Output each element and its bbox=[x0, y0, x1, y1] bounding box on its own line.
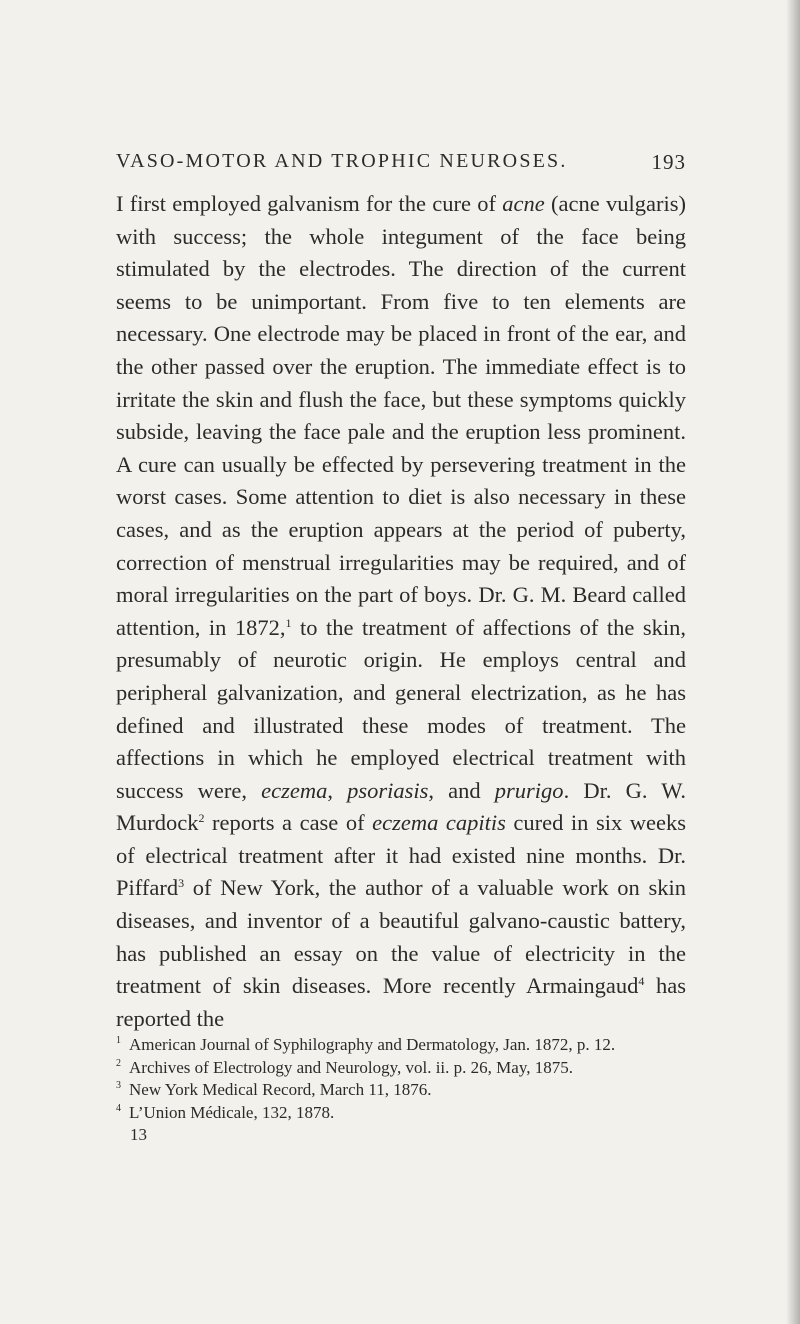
running-title: VASO-MOTOR AND TROPHIC NEUROSES. bbox=[116, 150, 568, 172]
text-run: . Dr. G. W. Murdock bbox=[116, 777, 687, 836]
text-run: of New York, the author of a valuable work on skin diseases, and inventor of a beautiful galvano-caustic battery, has published an essay on the value of electricity in the treatment of skin diseases. More recently Armaingaud bbox=[116, 875, 686, 999]
footnote-ref: 4 bbox=[638, 974, 645, 989]
footnote-ref: 2 bbox=[198, 811, 205, 826]
text-run: I first employed galvanism for the cure of bbox=[116, 191, 503, 216]
footnote-mark: 3 bbox=[116, 1080, 121, 1091]
italic-term: eczema capitis bbox=[372, 810, 506, 836]
footnote-mark: 1 bbox=[116, 1035, 121, 1046]
text-run: , bbox=[327, 777, 348, 803]
italic-term: acne bbox=[502, 191, 545, 216]
body-text bbox=[116, 188, 686, 1035]
footnote-mark: 2 bbox=[116, 1057, 121, 1069]
italic-term: eczema bbox=[261, 777, 328, 803]
text-run: to the treatment of affections of the skin, presumably of neurotic origin. He employs central and peripheral galvanization, and general electrization, as he has defined and illustrated these modes of treatment. The affections in which he employed electrical treatment with success were, bbox=[116, 614, 686, 803]
text-run: has reported the bbox=[116, 973, 686, 1031]
footnote bbox=[116, 1034, 686, 1057]
footnote bbox=[116, 1057, 686, 1080]
text-run: (acne vulgaris) with success; the whole integument of the face being stimulated by the electrodes. The direction of the current seems to be unimportant. From five to ten elements are necessary. One electrode may be placed in front of the ear, and the other passed over the eruption. The immediate effect is to irritate the skin and flush the face, but these symptoms quickly subside, leaving the face pale and the eruption less prominent. A cure can usually be effected by persevering treatment in the worst cases. Some attention to diet is also necessary in these cases, and as the eruption appears at the period of puberty, correction of menstrual irregularities may be required, and of moral irregularities on the part of boys. Dr. G. M. Beard called attention, in 1872, bbox=[116, 191, 686, 640]
page-number: 193 bbox=[651, 150, 686, 174]
footnote-text: American Journal of Syphilography and Dermatology, Jan. 1872, p. 12. bbox=[129, 1035, 616, 1054]
footnote-mark: 4 bbox=[116, 1102, 121, 1114]
footnote-ref: 1 bbox=[285, 615, 292, 630]
footnote bbox=[116, 1102, 686, 1125]
italic-term: psoriasis bbox=[347, 777, 429, 803]
footnote-ref: 3 bbox=[178, 876, 185, 891]
page-edge-shadow bbox=[786, 0, 800, 1324]
footnote-text: Archives of Electrology and Neurology, vol. ii. p. 26, May, 1875. bbox=[129, 1057, 573, 1077]
footnote bbox=[116, 1079, 686, 1102]
paragraph bbox=[116, 188, 686, 1035]
footnotes bbox=[116, 1034, 686, 1164]
italic-term: prurigo bbox=[494, 777, 564, 803]
signature-mark: 13 bbox=[130, 1125, 147, 1144]
footnote-text: L’Union Médicale, 132, 1878. bbox=[129, 1102, 335, 1122]
text-run: , and bbox=[428, 777, 495, 803]
text-run: cured in six weeks of electrical treatment after it had existed nine months. Dr. Piffard bbox=[116, 810, 686, 901]
footnote-text: New York Medical Record, March 11, 1876. bbox=[129, 1080, 432, 1099]
text-run: reports a case of bbox=[204, 810, 373, 836]
